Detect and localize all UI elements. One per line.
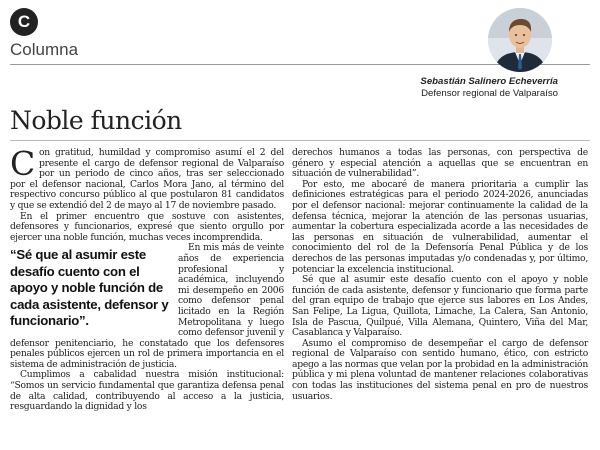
article-column-left: [10, 144, 284, 413]
paragraph: Cumplimos a cabalidad nuestra misión institucional: “Somos un servicio fundamental que garantiza defensa penal de alta calidad, contribuyendo al acceso a la justicia, resguardando la dignidad y los: [10, 369, 284, 413]
column-badge: C: [10, 8, 38, 36]
drop-cap: C: [10, 144, 35, 183]
article-column-right: [292, 148, 588, 402]
section-label: Columna: [10, 40, 79, 59]
author-name: Sebastián Salinero Echeverría: [420, 76, 558, 87]
paragraph: Con gratitud, humildad y compromiso asumí el 2 del presente el cargo de defensor regional de Valparaíso por un periodo de cinco años, tras ser seleccionado por el defensor nacional, Carlos Mora Jano, al término del respectivo concurso público al que postularon 81 candidatos y que se extendió del 2 de mayo al 17 de noviembre pasado.: [10, 144, 284, 211]
portrait-photo-icon: [488, 8, 552, 72]
paragraph: En mis más de veinte años de experiencia profesional y académica, incluyendo mi desempeño en 2006 como defensor penal licitado en la Región Metropolitana y luego como defensor juvenil y defensor penitenciario, he constatado que los defensores penales públicos ejercen un rol de primera importancia en el sistema de administración de justicia.: [10, 242, 284, 370]
paragraph: Asumo el compromiso de desempeñar el cargo de defensor regional de Valparaíso con sentido humano, ético, con estricto apego a las normas que velan por la probidad en la administración pública y mi plena voluntad de mantener relaciones colaborativas con todas las instituciones del sistema penal en pro de nuestros usuarios.: [292, 337, 588, 402]
paragraph: En el primer encuentro que sostuve con asistentes, defensores y funcionarios, expresé que siento orgullo por ejercer una noble función, muchas veces incomprendida.: [10, 210, 284, 243]
paragraph: Sé que al asumir este desafío cuento con el apoyo y noble función de cada asistente, defensor y funcionario que forma parte del gran equipo de trabajo que ejerce sus labores en Los Andes, San Felipe, La Ligua, Quillota, Limache, La Calera, San Antonio, Isla de Pascua, Quilpué, Villa Alemana, Quintero, Viña del Mar, Casablanca y Valparaíso.: [292, 274, 588, 339]
pull-quote: “Sé que al asumir este desafío cuento con el apoyo y noble función de cada asistente, defensor y funcionario”.: [10, 247, 169, 328]
author-role: Defensor regional de Valparaíso: [421, 88, 558, 99]
paragraph: derechos humanos a todas las personas, con perspectiva de género y especial atención a aquellas que se encuentran en situación de vulnerabilidad”.: [292, 147, 588, 180]
author-photo: [488, 8, 552, 72]
paragraph: Por esto, me abocaré de manera prioritaria a cumplir las definiciones estratégicas para el periodo 2024-2026, anunciadas por el defensor nacional: mejorar continuamente la calidad de la defensa técnica, mejorar la atención de las personas usuarias, aumentar la cobertura especializada acorde a las necesidades de las personas en situación de vulnerabilidad, aumentar el conocimiento del rol de la Defensoría Penal Pública y de los derechos de las personas imputadas y/o condenadas y, por último, potenciar la excelencia institucional.: [292, 178, 588, 275]
article-title: Noble función: [10, 106, 182, 135]
title-divider: [10, 140, 590, 141]
